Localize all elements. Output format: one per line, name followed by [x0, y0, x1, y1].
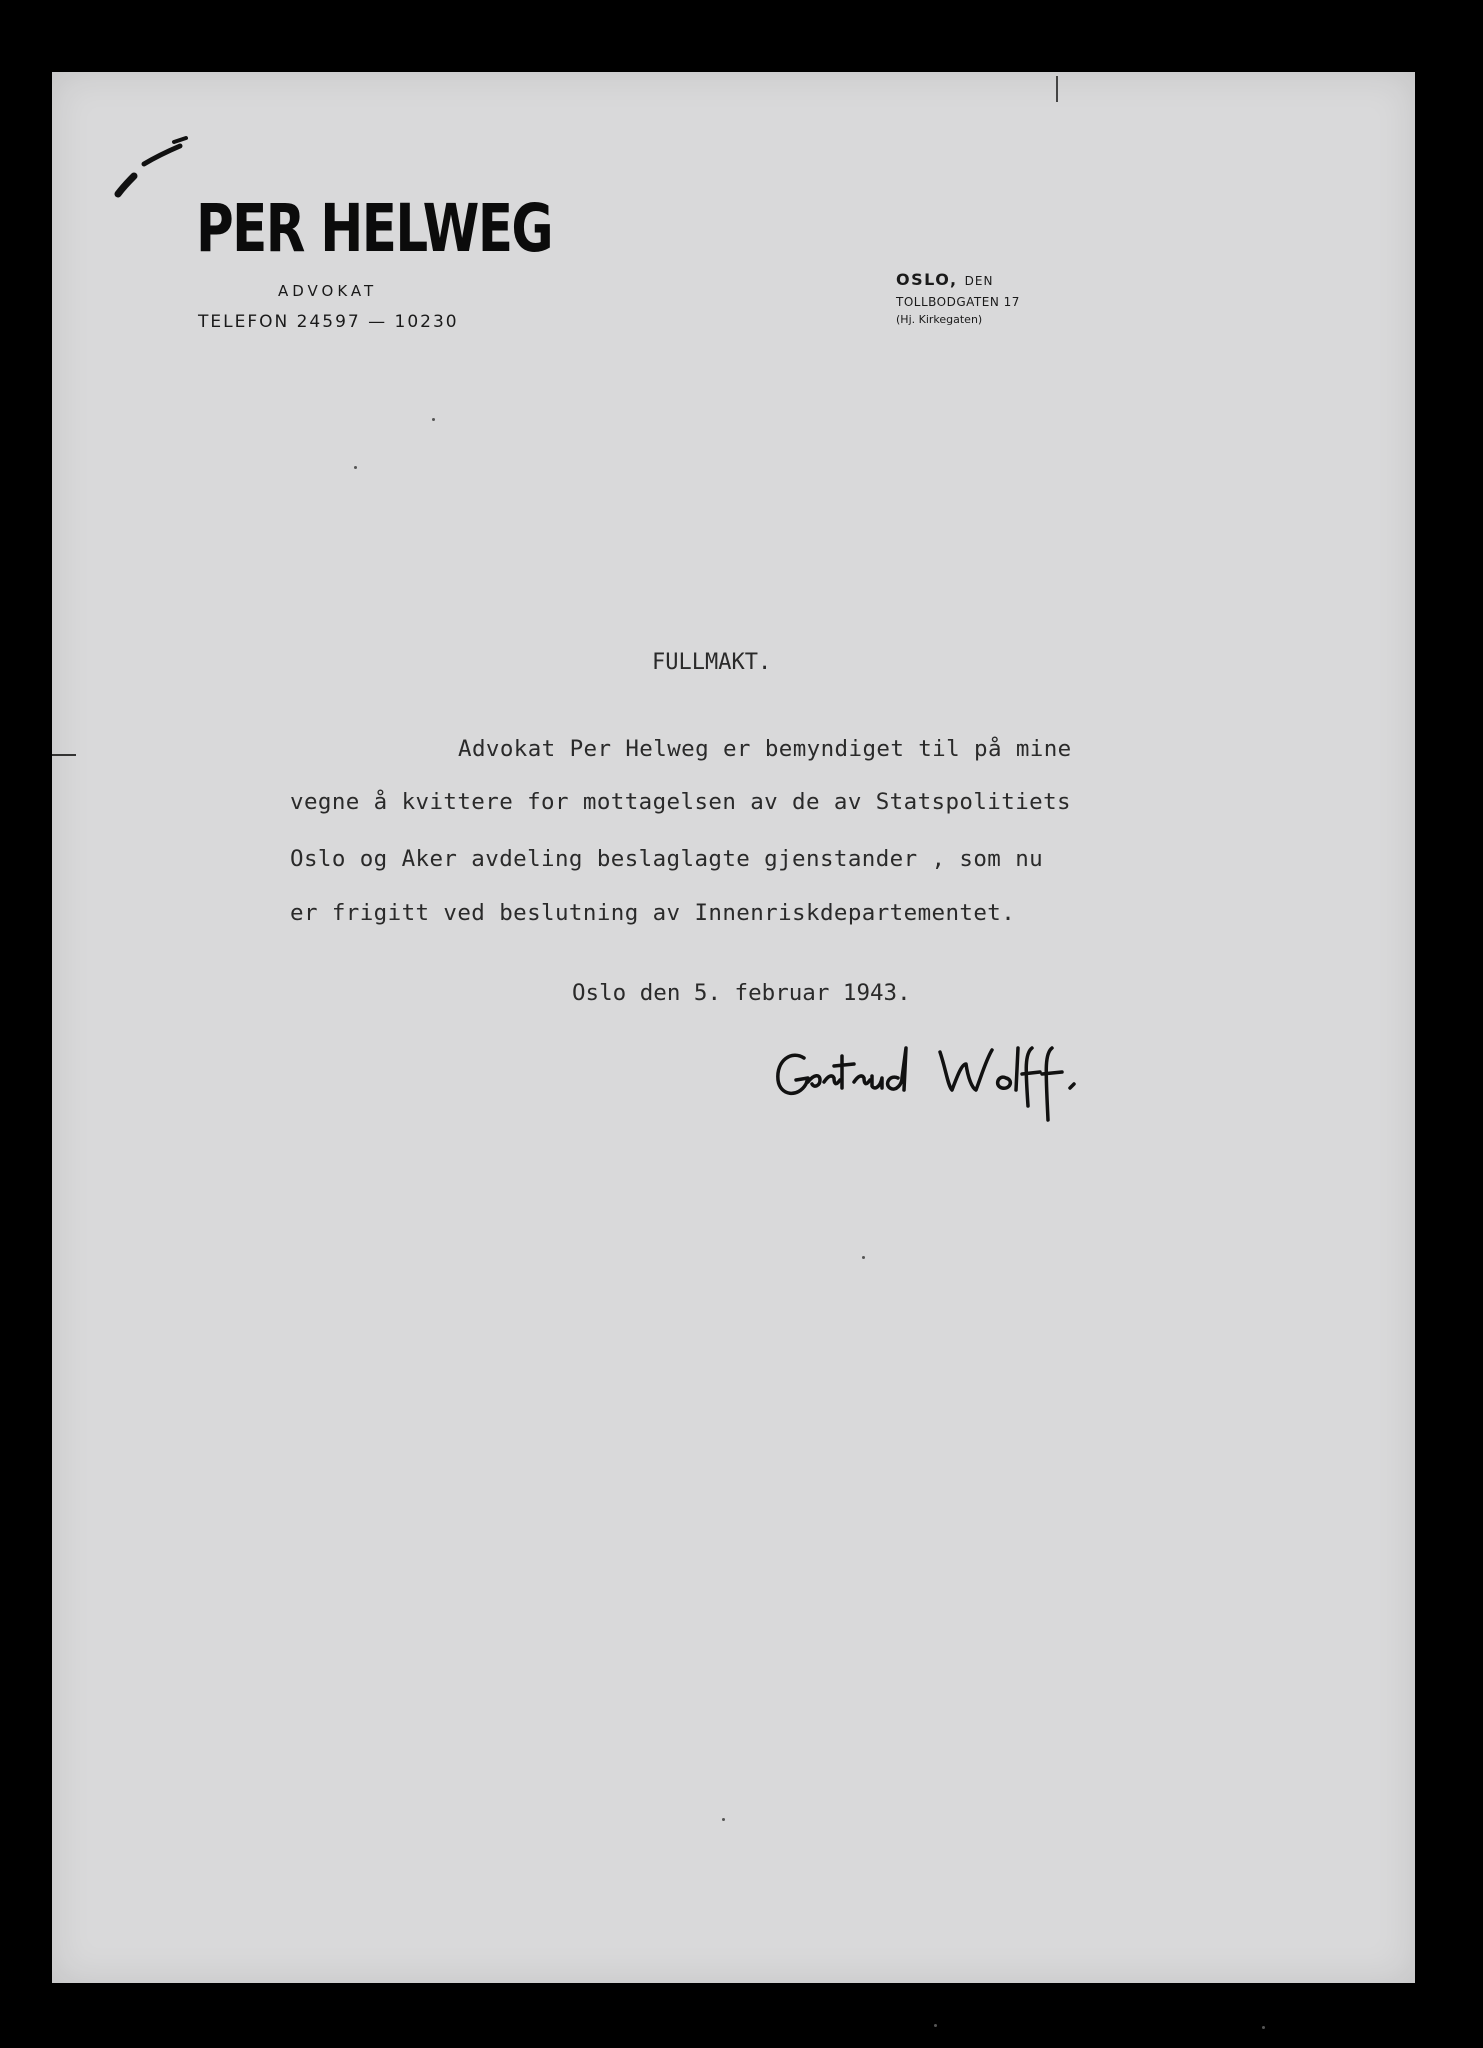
address-city-line [896, 272, 1020, 288]
letterhead-title: ADVOKAT [278, 282, 378, 300]
paper-speck [934, 2024, 937, 2027]
body-line: Advokat Per Helweg er bemyndiget til på mine [458, 736, 1072, 762]
paper-speck [862, 1256, 865, 1259]
document-heading: FULLMAKT. [652, 650, 772, 675]
address-den: DEN [964, 274, 994, 288]
address-city: OSLO, [896, 270, 958, 289]
paper-speck [432, 418, 435, 421]
paper-speck [1262, 2026, 1265, 2029]
address-street: TOLLBODGATEN 17 [896, 295, 1020, 309]
letterhead-name: PER HELWEG [196, 190, 553, 267]
paper-speck [722, 1818, 725, 1821]
paper-speck [354, 466, 357, 469]
date-line: Oslo den 5. februar 1943. [572, 980, 911, 1006]
top-edge-mark [1056, 76, 1058, 102]
body-line: er frigitt ved beslutning av Innenriskdepartementet. [290, 900, 1016, 926]
margin-fold-mark [52, 754, 76, 756]
body-line: Oslo og Aker avdeling beslaglagte gjenstander , som nu [290, 846, 1044, 872]
pen-mark-icon [114, 134, 194, 204]
document-sheet [52, 72, 1415, 1983]
body-line: vegne å kvittere for mottagelsen av de av Statspolitiets [290, 789, 1071, 815]
handwritten-signature [770, 1034, 1150, 1144]
letterhead-phone: TELEFON 24597 — 10230 [198, 312, 459, 332]
letterhead-address [896, 272, 1020, 325]
address-sub: (Hj. Kirkegaten) [896, 313, 983, 326]
